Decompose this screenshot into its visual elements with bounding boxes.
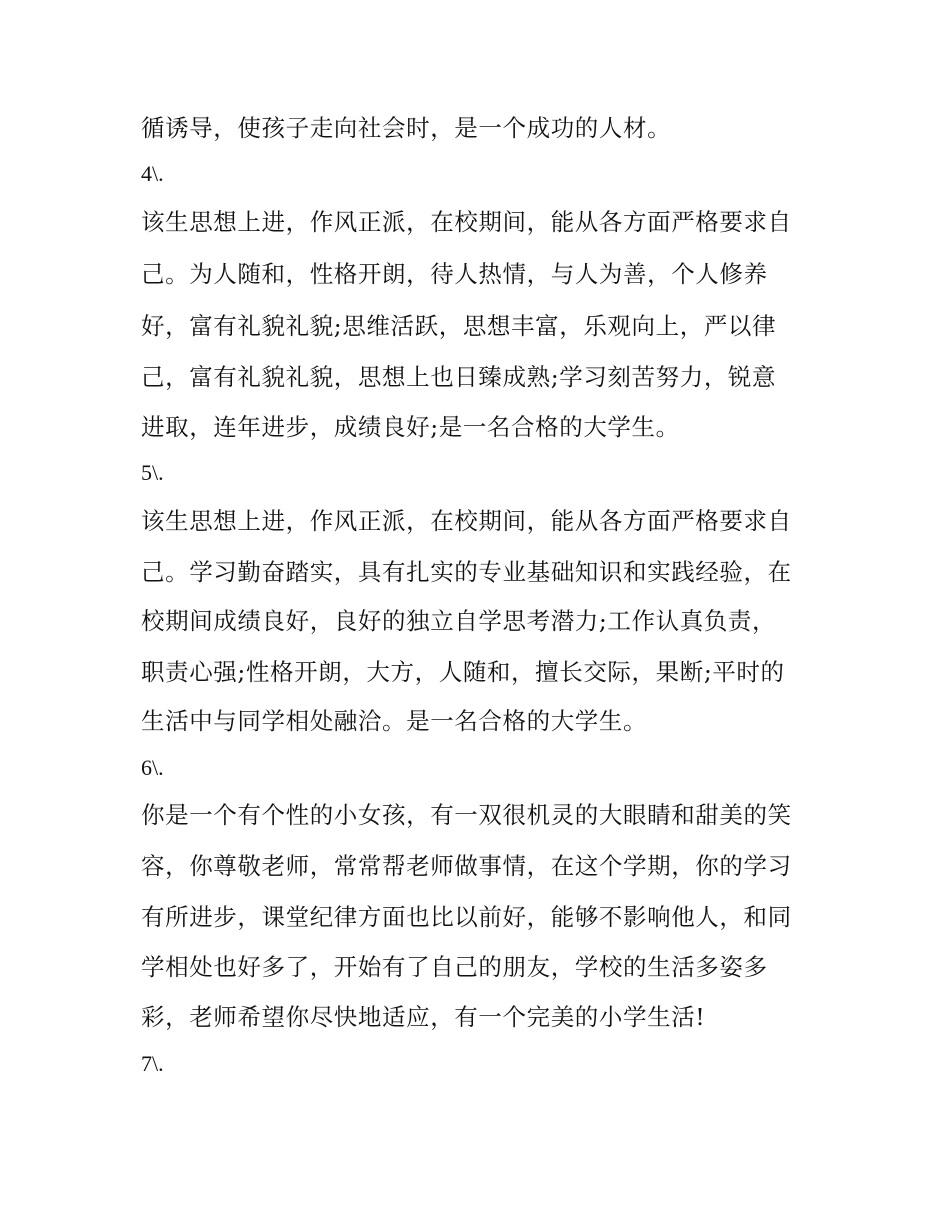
item-4-line-2: 己。为人随和，性格开朗，待人热情，与人为善，个人修养 xyxy=(141,260,768,288)
item-4-line-5: 进取，连年进步，成绩良好;是一名合格的大学生。 xyxy=(141,413,680,441)
item-number-7: 7\. xyxy=(141,1051,164,1076)
item-5-line-3: 校期间成绩良好，良好的独立自学思考潜力;工作认真负责， xyxy=(141,607,777,635)
item-5-line-2: 己。学习勤奋踏实，具有扎实的专业基础知识和实践经验，在 xyxy=(141,558,792,586)
item-5-line-1: 该生思想上进，作风正派，在校期间，能从各方面严格要求自 xyxy=(141,507,792,535)
item-6-line-3: 有所进步，课堂纪律方面也比以前好，能够不影响他人，和同 xyxy=(141,903,792,931)
item-5-line-5: 生活中与同学相处融洽。是一名合格的大学生。 xyxy=(141,707,648,735)
item-4-line-1: 该生思想上进，作风正派，在校期间，能从各方面严格要求自 xyxy=(141,208,792,236)
item-number-6: 6\. xyxy=(141,755,164,780)
item-4-line-4: 己，富有礼貌礼貌，思想上也日臻成熟;学习刻苦努力，锐意 xyxy=(141,363,777,391)
item-4-line-3: 好，富有礼貌礼貌;思维活跃，思想丰富，乐观向上，严以律 xyxy=(141,312,777,340)
item-6-line-5: 彩，老师希望你尽快地适应，有一个完美的小学生活! xyxy=(141,1003,706,1031)
item-6-line-2: 容，你尊敬老师，常常帮老师做事情，在这个学期，你的学习 xyxy=(141,852,792,880)
item-6-line-4: 学相处也好多了，开始有了自己的朋友，学校的生活多姿多 xyxy=(141,953,768,981)
item-number-4: 4\. xyxy=(141,161,164,186)
item-number-5: 5\. xyxy=(141,460,164,485)
item-5-line-4: 职责心强;性格开朗，大方，人随和，擅长交际，果断;平时的 xyxy=(141,658,785,686)
item-6-line-1: 你是一个有个性的小女孩，有一双很机灵的大眼睛和甜美的笑 xyxy=(141,801,792,829)
continuation-text: 循诱导，使孩子走向社会时，是一个成功的人材。 xyxy=(141,114,672,142)
